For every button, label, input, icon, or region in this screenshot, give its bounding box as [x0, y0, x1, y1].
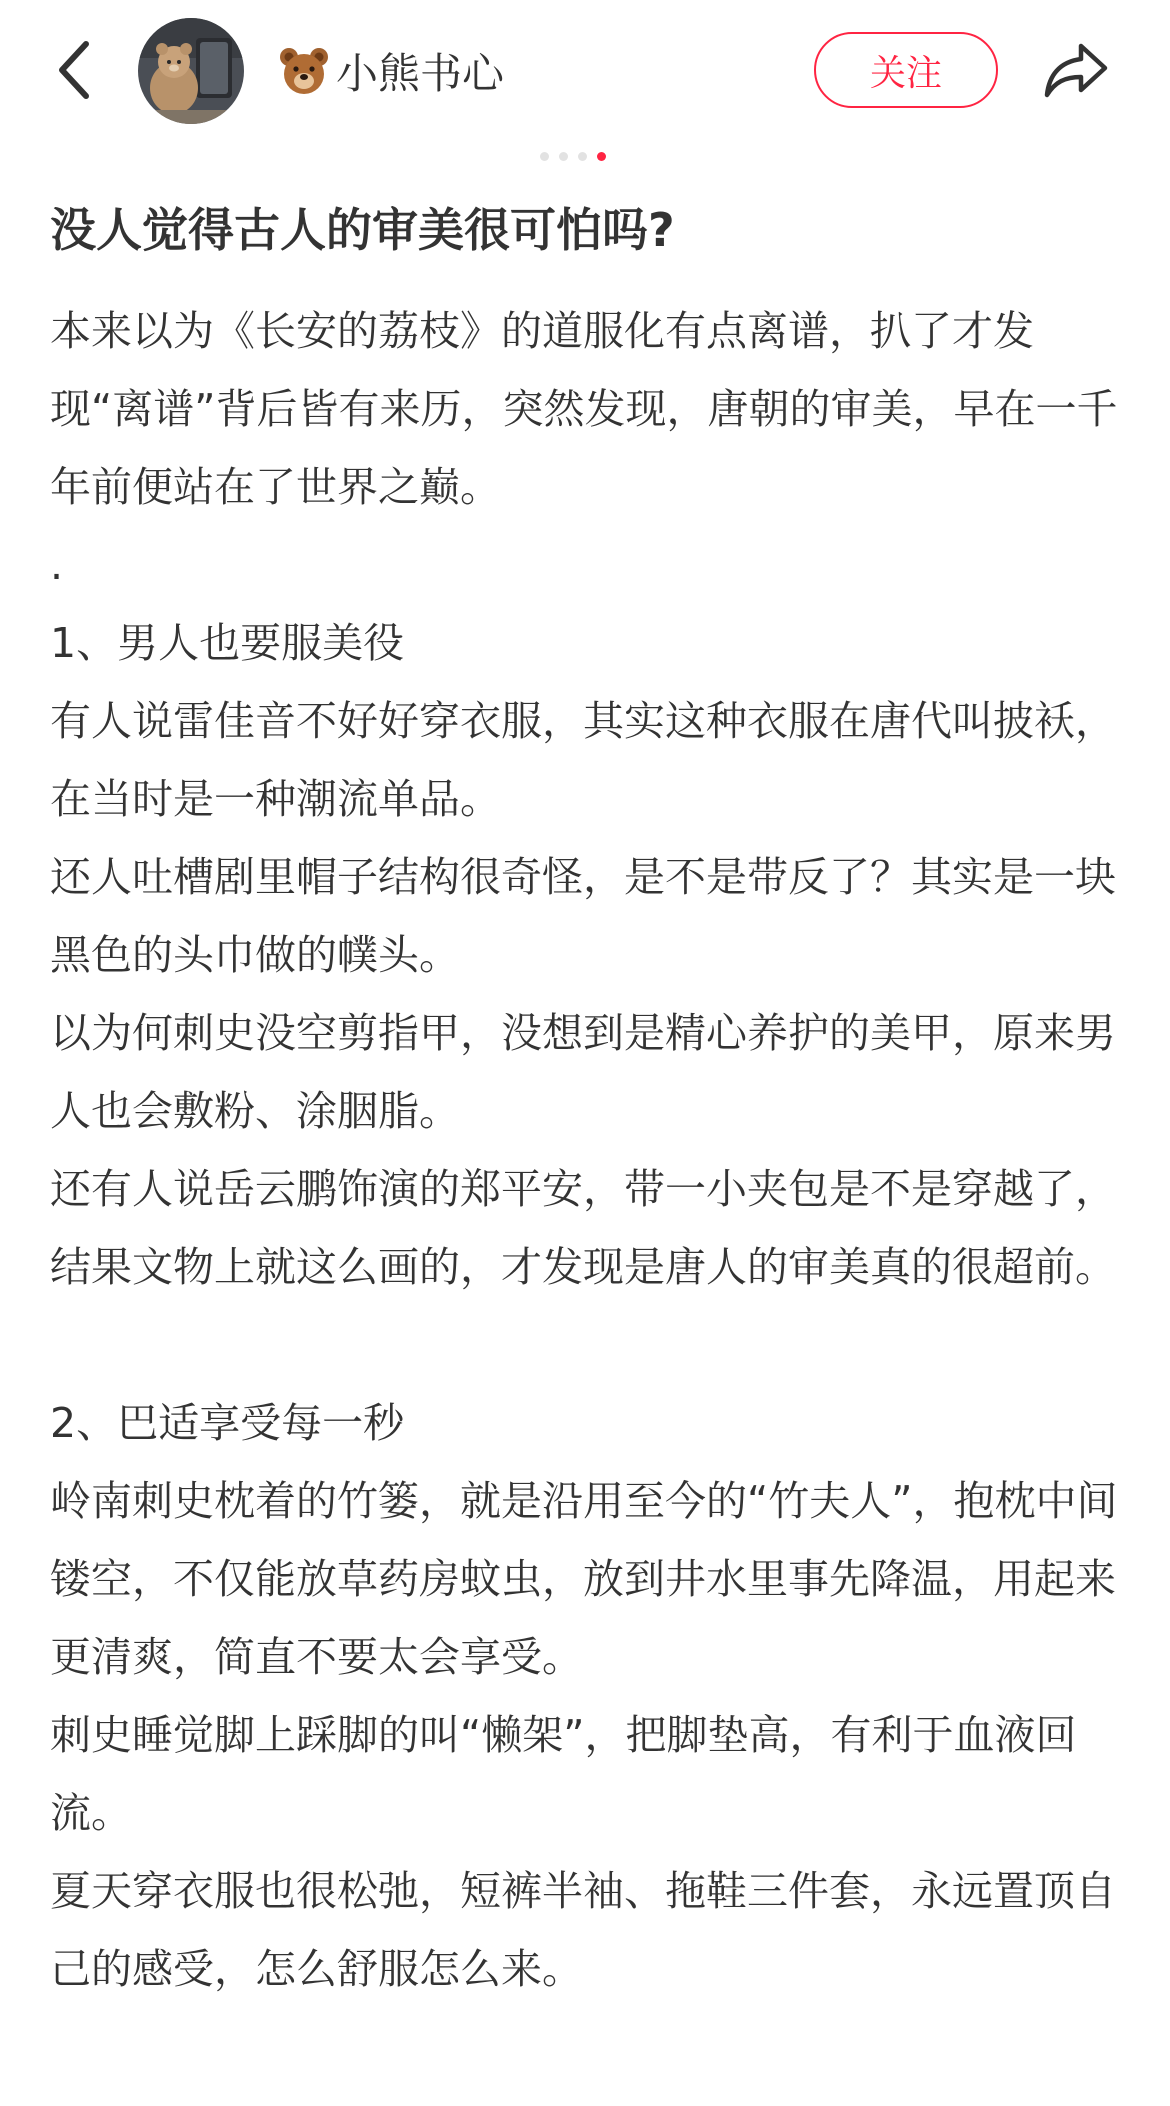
- avatar[interactable]: [138, 18, 244, 124]
- indicator-dot-active: [597, 152, 606, 161]
- image-indicator: [540, 152, 606, 164]
- follow-button[interactable]: 关注: [814, 32, 998, 108]
- section-heading: 1、男人也要服美役: [50, 619, 405, 667]
- top-bar: [0, 0, 1170, 140]
- post-title: 没人觉得古人的审美很可怕吗?: [50, 203, 675, 257]
- paragraph: 岭南刺史枕着的竹篓，就是沿用至今的“竹夫人”，抱枕中间镂空，不仅能放草药房蚊虫，放到井水里事先降温，用起来更清爽，简直不要太会享受。: [50, 1477, 1118, 1681]
- indicator-dot: [559, 152, 568, 161]
- indicator-dot: [578, 152, 587, 161]
- author-name[interactable]: [278, 40, 504, 102]
- share-button[interactable]: [1036, 32, 1116, 108]
- paragraph: 夏天穿衣服也很松弛，短裤半袖、拖鞋三件套，永远置顶自己的感受，怎么舒服怎么来。: [50, 1867, 1116, 1993]
- paragraph: 以为何刺史没空剪指甲，没想到是精心养护的美甲，原来男人也会敷粉、涂胭脂。: [50, 1009, 1116, 1135]
- author-name-text: 小熊书心: [336, 49, 505, 98]
- blank-line: [50, 1306, 1125, 1384]
- post-body: [50, 292, 1125, 2008]
- section-heading: 2、巴适享受每一秒: [50, 1399, 405, 1447]
- indicator-dot: [540, 152, 549, 161]
- paragraph: .: [50, 541, 64, 589]
- bear-face-icon: [278, 45, 330, 97]
- paragraph: 有人说雷佳音不好好穿衣服，其实这种衣服在唐代叫披袄，在当时是一种潮流单品。: [50, 697, 1116, 823]
- paragraph: 本来以为《长安的荔枝》的道服化有点离谱，扒了才发现“离谱”背后皆有来历，突然发现，唐朝的审美，早在一千年前便站在了世界之巅。: [50, 307, 1118, 511]
- share-arrow-icon: [1043, 40, 1109, 100]
- chevron-left-icon: [54, 38, 94, 102]
- avatar-image: [138, 18, 244, 124]
- back-button[interactable]: [44, 30, 104, 110]
- paragraph: 刺史睡觉脚上踩脚的叫“懒架”，把脚垫高，有利于血液回流。: [50, 1711, 1077, 1837]
- paragraph: 还人吐槽剧里帽子结构很奇怪，是不是带反了？其实是一块黑色的头巾做的幞头。: [50, 853, 1116, 979]
- paragraph: 还有人说岳云鹏饰演的郑平安，带一小夹包是不是穿越了，结果文物上就这么画的，才发现是唐人的审美真的很超前。: [50, 1165, 1116, 1291]
